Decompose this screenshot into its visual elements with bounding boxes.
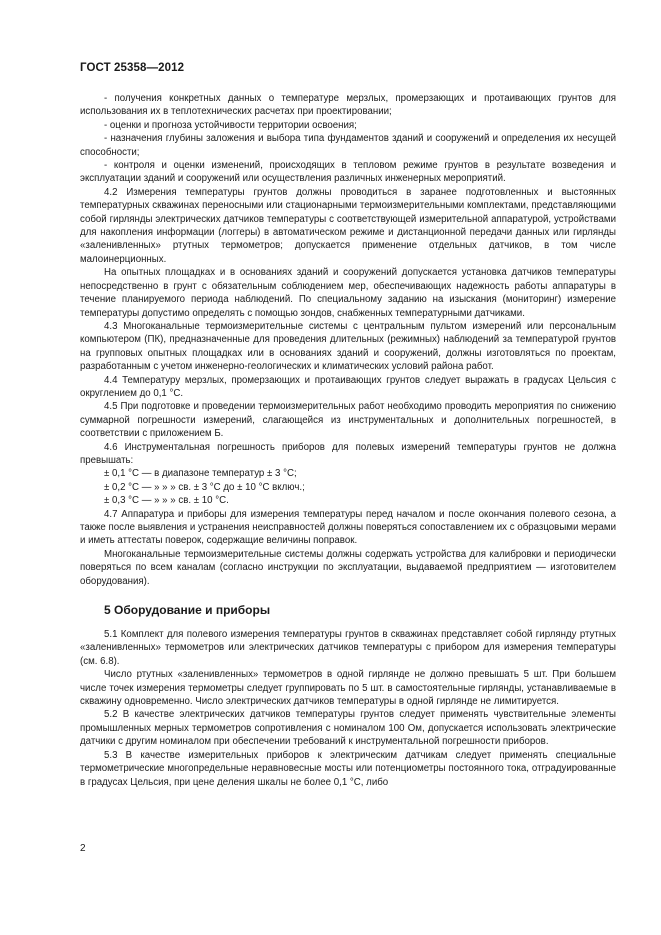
section-heading: 5 Оборудование и приборы [104,603,271,618]
paragraph: - получения конкретных данных о температуре мерзлых, промерзающих и протаивающих грунтов для использования их в теплотехнических расчетах при проектировании; [80,93,616,118]
tolerance-line: ± 0,2 °С — » » » св. ± 3 °С до ± 10 °С включ.; [104,481,305,493]
paragraph: На опытных площадках и в основаниях зданий и сооружений допускается установка датчиков температуры непосредственно в грунт с обязательным соблюдением мер, обеспечивающих надежность работы аппаратуры в течение планируемого периода наблюдений. По специальному заданию на изыскания (мониторинг) измерение температуры допустимо определять с помощью зондов, снабженных температурными датчиками. [80,267,616,319]
paragraph: Многоканальные термоизмерительные системы должны содержать устройства для калибровки и периодически поверяться по всем каналам (согласно инструкции по эксплуатации, выдаваемой предприятием — изготовителем оборудования). [80,548,616,587]
paragraph: 4.4 Температуру мерзлых, промерзающих и протаивающих грунтов следует выражать в градусах Цельсия с округлением до 0,1 °С. [80,374,616,399]
paragraph: - контроля и оценки изменений, происходящих в тепловом режиме грунтов в результате возведения и эксплуатации зданий и сооружений или осуществления различных инженерных мероприятий. [80,160,616,185]
paragraph: 4.5 При подготовке и проведении термоизмерительных работ необходимо проводить мероприятия по снижению суммарной погрешности измерений, слагающейся из инструментальных и дополнительных погрешностей, в соответствии с приложением Б. [80,401,616,440]
page-number: 2 [80,843,86,854]
paragraph: 4.7 Аппаратура и приборы для измерения температуры перед началом и после окончания полевого сезона, а также после выявления и устранения неисправностей должны поверяться сопоставлением их с образцовыми мерами и иметь аттестаты поверок, содержащие величины поправок. [80,508,616,547]
standard-code: ГОСТ 25358—2012 [80,62,185,74]
paragraph: 5.2 В качестве электрических датчиков температуры грунтов следует применять чувствительные элементы промышленных мерных термометров сопротивления с номиналом 100 Ом, допускается использовать электрические датчики с другим номиналом при обеспечении требований к инструментальной погрешности приборов. [80,709,616,748]
body-text [80,92,616,789]
paragraph: 4.3 Многоканальные термоизмерительные системы с центральным пультом измерений или персональным компьютером (ПК), предназначенные для проведения длительных (режимных) наблюдений за температурой грунтов на групповых опытных площадках или в основаниях зданий и сооружений, должны изготовляться по проектам, разработанным с учетом инженерно-геологических и климатических условий района работ. [80,320,616,373]
paragraph: Число ртутных «заленивленных» термометров в одной гирлянде не должно превышать 5 шт. При большем числе точек измерения термометры следует группировать по 5 шт. в самостоятельные гирлянды, устанавливаемые в скважину одновременно. Число электрических датчиков температуры в одной гирлянде не лимитируется. [80,669,616,708]
paragraph: 4.2 Измерения температуры грунтов должны проводиться в заранее подготовленных и выстоянных температурных скважинах переносными или стационарными термоизмерительными комплектами, представляющими собой гирлянды электрических датчиков температуры с соответствующей измерительной аппаратурой, устройствами для накопления информации (логгеры) в автоматическом режиме и дистанционной передачи данных или гирлянды «заленивленных» ртутных термометров; допускается применение отдельных датчиков, в том числе малоинерционных. [80,186,616,265]
paragraph: - оценки и прогноза устойчивости территории освоения; [104,119,357,131]
paragraph: 5.3 В качестве измерительных приборов к электрическим датчикам следует применять специальные термометрические многопредельные неравновесные мосты или потенциометры постоянного тока, отградуированные в градусах Цельсия, при цене деления шкалы не более 0,1 °С, либо [80,749,616,788]
paragraph: - назначения глубины заложения и выбора типа фундаментов зданий и сооружений и определения их несущей способности; [80,133,616,158]
tolerance-line: ± 0,3 °С — » » » св. ± 10 °С. [104,495,229,507]
tolerance-line: ± 0,1 °С — в диапазоне температур ± 3 °С; [104,468,297,480]
paragraph: 4.6 Инструментальная погрешность приборов для полевых измерений температуры грунтов не должна превышать: [80,441,616,466]
paragraph: 5.1 Комплект для полевого измерения температуры грунтов в скважинах представляет собой гирлянду ртутных «заленивленных» термометров или электрических датчиков температуры с прибором для измерения температуры (см. 6.8). [80,629,616,667]
